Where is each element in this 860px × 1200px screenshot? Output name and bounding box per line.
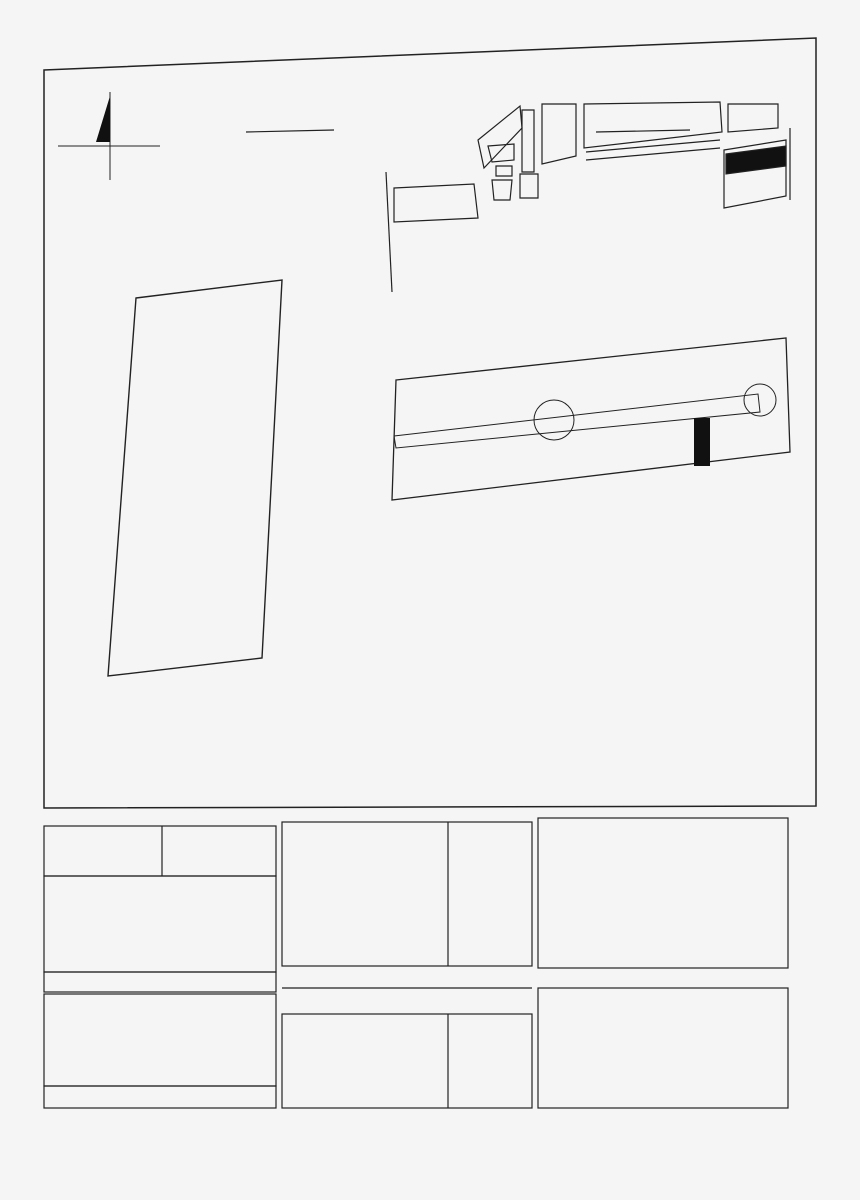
subdivision-plan <box>392 338 790 500</box>
north-arrow-icon <box>58 92 160 180</box>
location-map <box>246 102 790 292</box>
lot-sketch <box>108 280 282 676</box>
title-block-frames <box>44 818 788 1108</box>
